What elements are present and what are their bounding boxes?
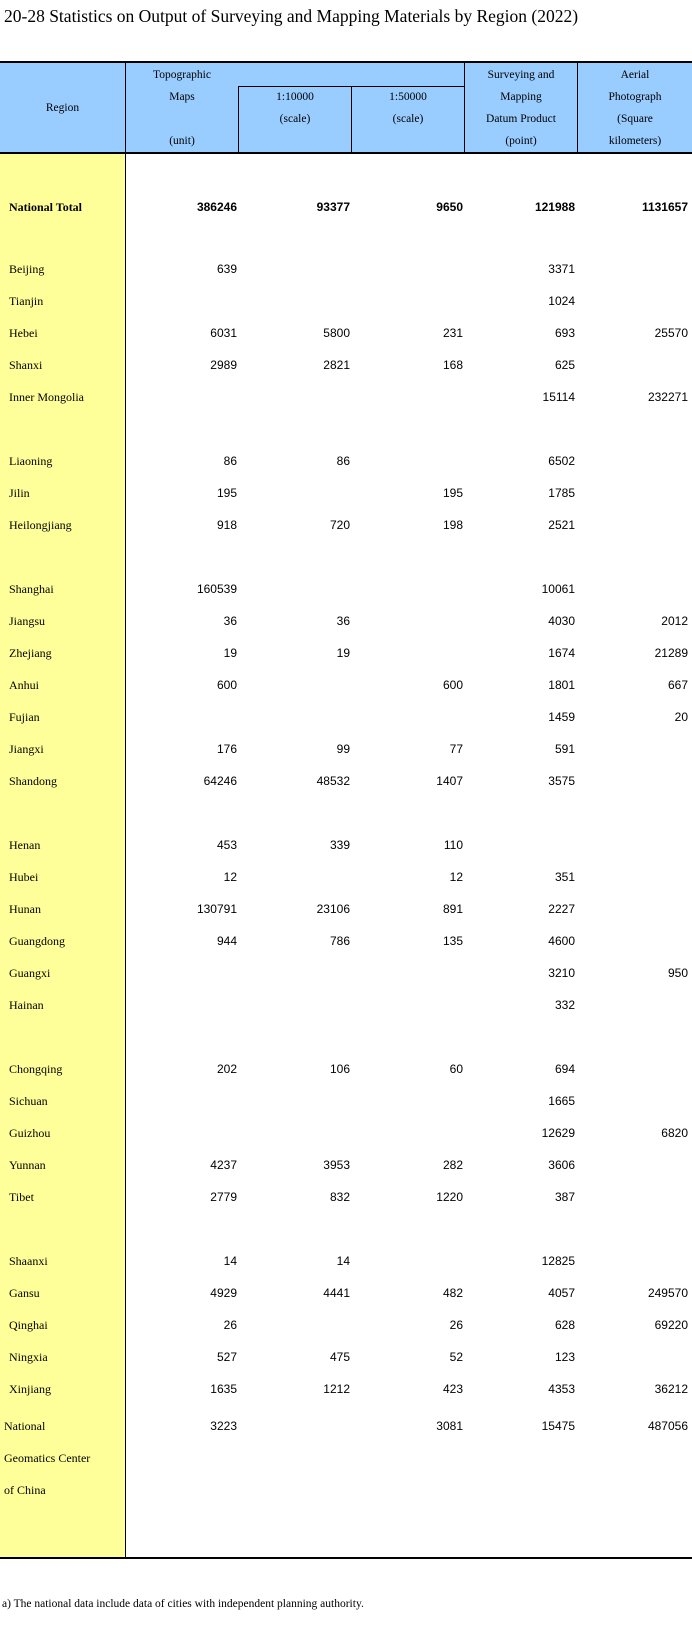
row-region: Heilongjiang [9, 518, 72, 532]
row-s10000: 99 [336, 742, 350, 756]
row-survey: 2521 [548, 518, 575, 532]
total-aerial: 1131657 [641, 200, 688, 214]
row-survey: 12629 [541, 1126, 575, 1140]
header-survey-line2: Mapping [500, 91, 542, 103]
header-bottom-rule [0, 152, 692, 154]
row-survey: 10061 [541, 582, 575, 596]
geomatics-region-line3: of China [4, 1483, 46, 1497]
header-aerial-line1: Aerial [620, 69, 650, 81]
geomatics-survey: 15475 [541, 1419, 575, 1433]
total-row [0, 191, 692, 223]
row-region: Shandong [9, 774, 57, 788]
row-s10000: 23106 [316, 902, 350, 916]
row-region: Gansu [9, 1286, 40, 1300]
row-s50000: 60 [449, 1062, 463, 1076]
row-survey: 1024 [548, 294, 575, 308]
row-survey: 3210 [548, 966, 575, 980]
row-region: Jilin [9, 486, 30, 500]
row-s50000: 195 [442, 486, 463, 500]
row-s10000: 48532 [316, 774, 350, 788]
row-s50000: 52 [449, 1350, 463, 1364]
row-aerial: 232271 [647, 390, 688, 404]
row-region: Shanxi [9, 358, 43, 372]
table-row [0, 893, 692, 925]
table-row [0, 1053, 692, 1085]
row-s10000: 1212 [323, 1382, 350, 1396]
row-topo: 160539 [196, 582, 237, 596]
table-row [0, 1117, 692, 1149]
row-region: Inner Mongolia [9, 390, 84, 404]
row-s50000: 282 [442, 1158, 463, 1172]
table-row [0, 253, 692, 285]
table-row [0, 701, 692, 733]
table-row [0, 1277, 692, 1309]
header-region: Region [45, 102, 80, 114]
row-region: Anhui [9, 678, 39, 692]
row-topo: 195 [216, 486, 237, 500]
geomatics-topo: 3223 [210, 1419, 237, 1433]
row-survey: 3575 [548, 774, 575, 788]
row-topo: 12 [223, 870, 237, 884]
row-topo: 600 [216, 678, 237, 692]
row-region: Hubei [9, 870, 39, 884]
header-topo-unit: (unit) [169, 135, 195, 147]
row-survey: 4600 [548, 934, 575, 948]
header-scale2-line1: 1:50000 [389, 91, 427, 103]
table-row [0, 509, 692, 541]
row-region: Zhejiang [9, 646, 52, 660]
header-scale2-line2: (scale) [392, 113, 424, 125]
table-row [0, 765, 692, 797]
row-s10000: 4441 [323, 1286, 350, 1300]
row-survey: 123 [554, 1350, 575, 1364]
row-survey: 591 [554, 742, 575, 756]
table-row [0, 381, 692, 413]
row-survey: 387 [554, 1190, 575, 1204]
row-topo: 453 [216, 838, 237, 852]
table-row [0, 989, 692, 1021]
table-row [0, 573, 692, 605]
table-row [0, 1309, 692, 1341]
table-row [0, 1085, 692, 1117]
row-s50000: 891 [442, 902, 463, 916]
header-aerial-line3: (Square [617, 113, 653, 125]
row-region: Qinghai [9, 1318, 48, 1332]
header-aerial-unit: kilometers) [608, 135, 662, 147]
total-s10000: 93377 [316, 200, 350, 214]
table-row [0, 317, 692, 349]
row-survey: 628 [554, 1318, 575, 1332]
row-aerial: 249570 [647, 1286, 688, 1300]
row-survey: 694 [554, 1062, 575, 1076]
table-row [0, 861, 692, 893]
row-s50000: 110 [443, 838, 463, 852]
row-aerial: 667 [667, 678, 688, 692]
row-survey: 2227 [548, 902, 575, 916]
table-bottom-rule [0, 1557, 692, 1559]
table-row [0, 1149, 692, 1181]
row-s50000: 482 [442, 1286, 463, 1300]
table-row [0, 637, 692, 669]
row-s50000: 198 [442, 518, 463, 532]
row-region: Tibet [9, 1190, 34, 1204]
row-s50000: 600 [442, 678, 463, 692]
row-region: Jiangsu [9, 614, 45, 628]
row-s50000: 12 [449, 870, 463, 884]
header-scale1-line2: (scale) [279, 113, 311, 125]
header-survey-unit: (point) [505, 135, 537, 147]
table-row [0, 925, 692, 957]
row-s50000: 1407 [436, 774, 463, 788]
table-row [0, 1373, 692, 1405]
row-region: Fujian [9, 710, 40, 724]
row-topo: 176 [216, 742, 237, 756]
row-survey: 1801 [548, 678, 575, 692]
row-survey: 3606 [548, 1158, 575, 1172]
header-topo-line2: Maps [169, 91, 195, 103]
row-region: Guizhou [9, 1126, 51, 1140]
row-survey: 1665 [548, 1094, 575, 1108]
row-survey: 332 [554, 998, 575, 1012]
row-survey: 4353 [548, 1382, 575, 1396]
table-row [0, 1181, 692, 1213]
row-region: Hebei [9, 326, 38, 340]
row-s10000: 2821 [323, 358, 350, 372]
row-topo: 944 [216, 934, 237, 948]
row-survey: 693 [554, 326, 575, 340]
header-aerial-line2: Photograph [608, 91, 662, 103]
row-aerial: 25570 [654, 326, 688, 340]
table-row [0, 669, 692, 701]
row-s50000: 26 [449, 1318, 463, 1332]
row-topo: 130791 [196, 902, 237, 916]
row-s10000: 786 [329, 934, 350, 948]
row-survey: 625 [554, 358, 575, 372]
row-s10000: 14 [336, 1254, 350, 1268]
row-survey: 15114 [542, 390, 575, 404]
header-survey-line3: Datum Product [486, 113, 556, 125]
row-aerial: 69220 [654, 1318, 688, 1332]
row-topo: 2989 [210, 358, 237, 372]
row-topo: 4929 [210, 1286, 237, 1300]
row-s10000: 339 [329, 838, 350, 852]
row-s50000: 77 [449, 742, 463, 756]
row-survey: 4030 [548, 614, 575, 628]
row-topo: 14 [223, 1254, 237, 1268]
row-region: Jiangxi [9, 742, 44, 756]
row-region: Xinjiang [9, 1382, 51, 1396]
row-survey: 1459 [548, 710, 575, 724]
row-aerial: 20 [674, 710, 688, 724]
row-topo: 86 [223, 454, 237, 468]
total-s50000: 9650 [436, 200, 463, 214]
row-survey: 1785 [548, 486, 575, 500]
row-s50000: 135 [442, 934, 463, 948]
row-survey: 3371 [548, 262, 575, 276]
row-region: Chongqing [9, 1062, 63, 1076]
row-survey: 4057 [548, 1286, 575, 1300]
row-region: Shaanxi [9, 1254, 48, 1268]
row-survey: 351 [554, 870, 575, 884]
row-s10000: 832 [329, 1190, 350, 1204]
geomatics-row [0, 1410, 692, 1442]
table-row [0, 605, 692, 637]
row-topo: 64246 [203, 774, 237, 788]
row-topo: 2779 [210, 1190, 237, 1204]
total-topo: 386246 [196, 200, 237, 214]
row-topo: 202 [216, 1062, 237, 1076]
row-s10000: 5800 [323, 326, 350, 340]
row-s10000: 86 [336, 454, 350, 468]
row-topo: 26 [223, 1318, 237, 1332]
row-aerial: 2012 [661, 614, 688, 628]
row-region: Liaoning [9, 454, 53, 468]
row-topo: 527 [216, 1350, 237, 1364]
row-s50000: 168 [442, 358, 463, 372]
row-aerial: 950 [667, 966, 688, 980]
table-row [0, 957, 692, 989]
row-region: Shanghai [9, 582, 54, 596]
row-topo: 36 [223, 614, 237, 628]
row-s50000: 231 [442, 326, 463, 340]
row-region: Yunnan [9, 1158, 46, 1172]
row-topo: 6031 [210, 326, 237, 340]
row-s10000: 3953 [323, 1158, 350, 1172]
row-s50000: 1220 [436, 1190, 463, 1204]
row-region: Ningxia [9, 1350, 48, 1364]
row-aerial: 36212 [654, 1382, 688, 1396]
header-scale1-line1: 1:10000 [276, 91, 314, 103]
geomatics-s50000: 3081 [436, 1419, 463, 1433]
header-survey-line1: Surveying and [487, 69, 555, 81]
row-region: Beijing [9, 262, 45, 276]
table-row [0, 477, 692, 509]
row-s10000: 720 [329, 518, 350, 532]
total-survey: 121988 [534, 200, 575, 214]
row-region: Guangxi [9, 966, 51, 980]
table-row [0, 829, 692, 861]
row-topo: 1635 [210, 1382, 237, 1396]
table-row [0, 285, 692, 317]
table-row [0, 733, 692, 765]
page-title: 20-28 Statistics on Output of Surveying and Mapping Materials by Region (2022) [4, 6, 579, 26]
geomatics-region-line1: National [4, 1419, 46, 1433]
total-region: National Total [9, 200, 83, 214]
table-row [0, 1341, 692, 1373]
row-s10000: 19 [336, 646, 350, 660]
table-row [0, 349, 692, 381]
row-topo: 4237 [210, 1158, 237, 1172]
row-region: Hainan [9, 998, 44, 1012]
row-survey: 12825 [541, 1254, 575, 1268]
row-region: Sichuan [9, 1094, 48, 1108]
header-top-rule [0, 61, 692, 63]
row-survey: 6502 [548, 454, 575, 468]
row-s50000: 423 [442, 1382, 463, 1396]
row-aerial: 21289 [654, 646, 688, 660]
table-row [0, 1245, 692, 1277]
row-region: Tianjin [9, 294, 44, 308]
geomatics-region-line2: Geomatics Center [4, 1451, 91, 1465]
footnote: a) The national data include data of cities with independent planning authority. [2, 1598, 364, 1610]
row-s10000: 106 [329, 1062, 350, 1076]
row-region: Hunan [9, 902, 41, 916]
row-topo: 19 [223, 646, 237, 660]
row-survey: 1674 [548, 646, 575, 660]
row-region: Guangdong [9, 934, 65, 948]
header-topo-line1: Topographic [153, 69, 211, 81]
row-topo: 639 [216, 262, 237, 276]
row-s10000: 475 [329, 1350, 350, 1364]
table-row [0, 445, 692, 477]
row-s10000: 36 [336, 614, 350, 628]
row-aerial: 6820 [661, 1126, 688, 1140]
geomatics-aerial: 487056 [647, 1419, 688, 1433]
row-region: Henan [9, 838, 41, 852]
row-topo: 918 [216, 518, 237, 532]
